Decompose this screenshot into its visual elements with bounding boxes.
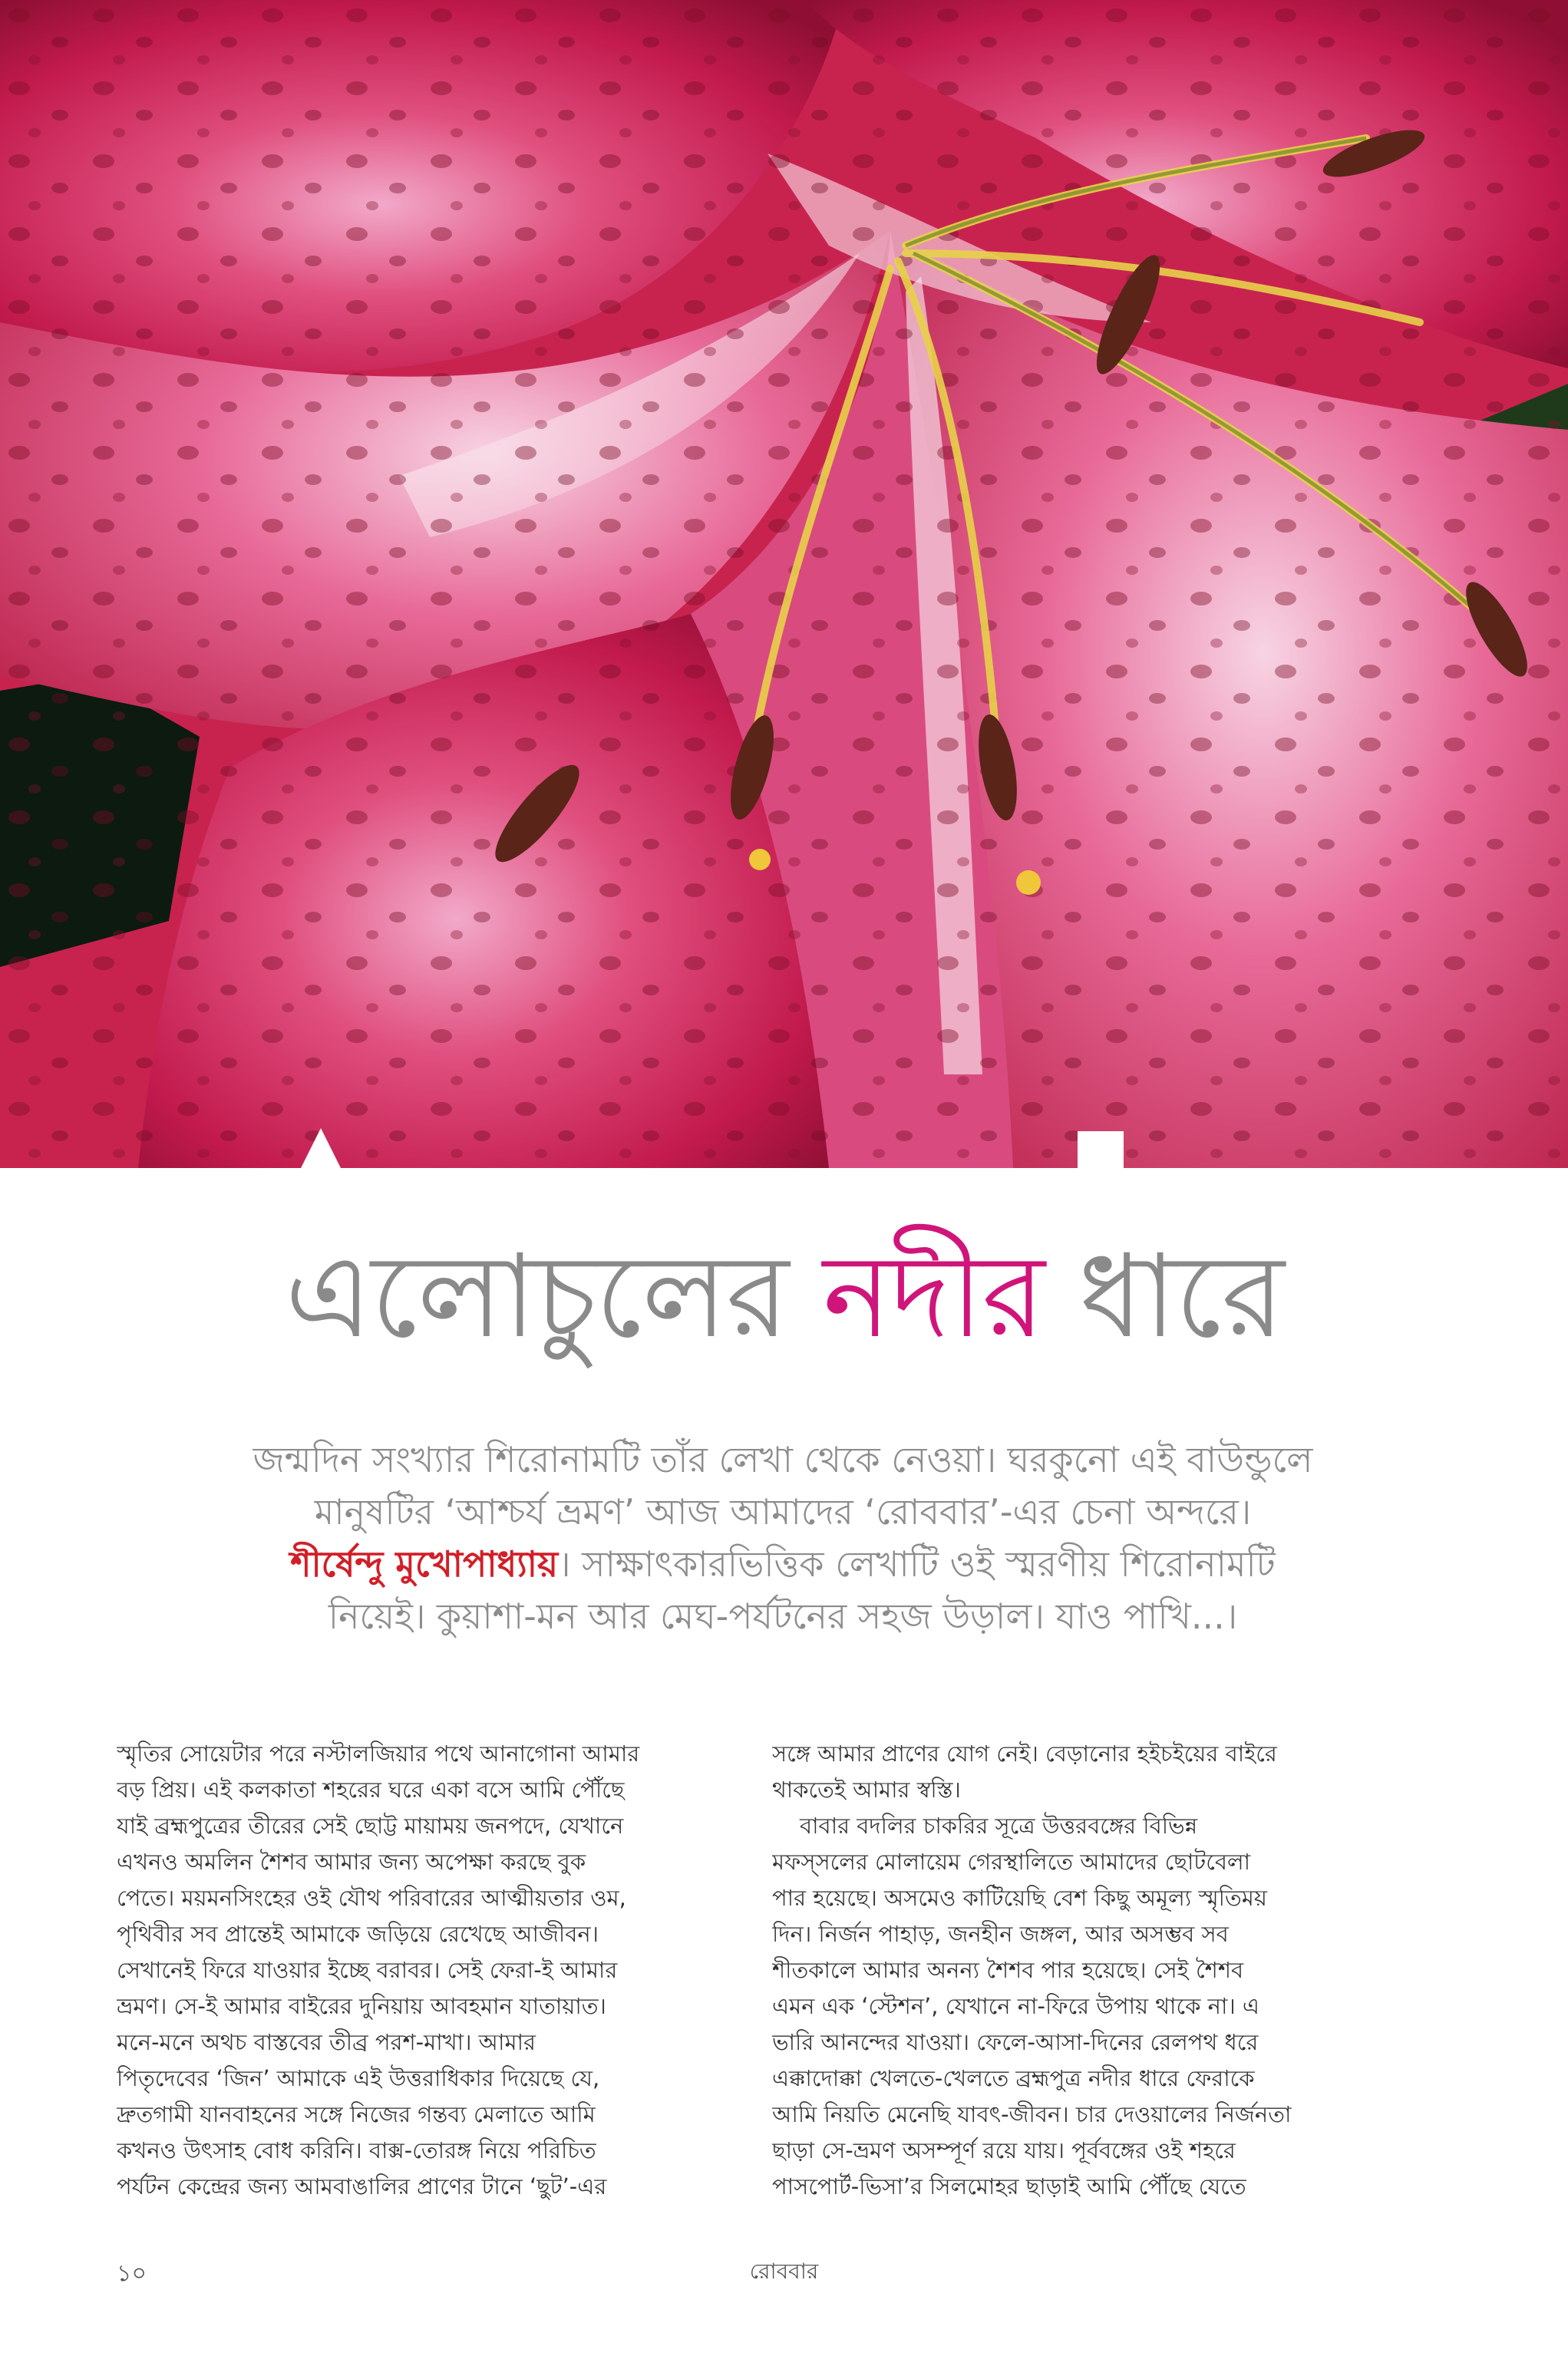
body-column-1 [117, 1736, 746, 2205]
image-notch-left [301, 1128, 341, 1168]
body-line: সঙ্গে আমার প্রাণের যোগ নেই। বেড়ানোর হইচইয়ের বাইরে [772, 1741, 1277, 1767]
body-line: শীতকালে আমার অনন্য শৈশব পার হয়েছে। সেই শৈশব [772, 1957, 1244, 1983]
body-line: দিন। নির্জন পাহাড়, জনহীন জঙ্গল, আর অসম্ভব সব [772, 1921, 1229, 1947]
article-title [0, 1228, 1568, 1366]
body-line: থাকতেই আমার স্বস্তি। [772, 1777, 961, 1803]
body-line: পর্যটন কেন্দ্রের জন্য আমবাঙালির প্রাণের টানে ‘ছুট’-এর [117, 2173, 607, 2199]
body-line: যাই ব্রহ্মপুত্রের তীরের সেই ছোট্ট মায়াময় জনপদে, যেখানে [117, 1813, 624, 1839]
body-line: ভারি আনন্দের যাওয়া। ফেলে-আসা-দিনের রেলপথ ধরে [772, 2029, 1259, 2055]
body-line: মফস্‌সলের মোলায়েম গেরস্থালিতে আমাদের ছোটবেলা [772, 1849, 1251, 1875]
body-line: মনে-মনে অথচ বাস্তবের তীব্র পরশ-মাখা। আমার [117, 2029, 536, 2055]
standfirst [107, 1434, 1458, 1642]
hero-image [0, 0, 1568, 1168]
body-line-paragraph-start: বাবার বদলির চাকরির সূত্রে উত্তরবঙ্গের বিভিন্ন [800, 1813, 1198, 1839]
body-line: পার হয়েছে। অসমেও কাটিয়েছি বেশ কিছু অমূল্য স্মৃতিময় [772, 1885, 1267, 1911]
body-line: কখনও উৎসাহ বোধ করিনি। বাক্স-তোরঙ্গ নিয়ে পরিচিত [117, 2137, 596, 2163]
body-line: ছাড়া সে-ভ্রমণ অসম্পূর্ণ রয়ে যায়। পূর্ববঙ্গের ওই শহরে [772, 2137, 1236, 2163]
standfirst-line-2: মানুষটির ‘আশ্চর্য ভ্রমণ’ আজ আমাদের ‘রোববার’-এর চেনা অন্দরে। [314, 1491, 1252, 1533]
title-accent-word: নদীর [823, 1230, 1044, 1364]
body-line: স্মৃতির সোয়েটার পরে নস্টালজিয়ার পথে আনাগোনা আমার [117, 1741, 640, 1767]
body-line: এক্কাদোক্কা খেলতে-খেলতে ব্রহ্মপুত্র নদীর ধারে ফেরাকে [772, 2065, 1255, 2091]
magazine-name: রোববার [749, 2259, 819, 2284]
title-part-3: ধারে [1078, 1230, 1283, 1364]
standfirst-line-3 [107, 1538, 1458, 1590]
body-column-2 [772, 1736, 1401, 2205]
image-notch-right [1078, 1131, 1124, 1168]
body-line: এখনও অমলিন শৈশব আমার জন্য অপেক্ষা করছে বুক [117, 1849, 586, 1875]
standfirst-line-3-rest: । সাক্ষাৎকারভিত্তিক লেখাটি ওই স্মরণীয় শিরোনামটি [558, 1543, 1276, 1585]
body-line: আমি নিয়তি মেনেছি যাবৎ-জীবন। চার দেওয়ালের নির্জনতা [772, 2101, 1292, 2127]
body-line: এমন এক ‘স্টেশন’, যেখানে না-ফিরে উপায় থাকে না। এ [772, 1993, 1259, 2019]
title-part-1: এলোচুলের [285, 1230, 788, 1364]
body-line: ভ্রমণ। সে-ই আমার বাইরের দুনিয়ায় আবহমান যাতায়াত। [117, 1993, 606, 2019]
lily-flower-illustration [0, 0, 1568, 1168]
body-line: পেতে। ময়মনসিংহের ওই যৌথ পরিবারের আত্মীয়তার ওম, [117, 1885, 626, 1911]
body-line: পাসপোর্ট-ভিসা’র সিলমোহর ছাড়াই আমি পৌঁছে যেতে [772, 2173, 1246, 2199]
body-line: পৃথিবীর সব প্রান্তেই আমাকে জড়িয়ে রেখেছে আজীবন। [117, 1921, 599, 1947]
body-line: সেখানেই ফিরে যাওয়ার ইচ্ছে বরাবর। সেই ফেরা-ই আমার [117, 1957, 618, 1983]
standfirst-line-1: জন্মদিন সংখ্যার শিরোনামটি তাঁর লেখা থেকে নেওয়া। ঘরকুনো এই বাউন্ডুলে [253, 1439, 1313, 1480]
body-line: দ্রুতগামী যানবাহনের সঙ্গে নিজের গন্তব্য মেলাতে আমি [117, 2101, 596, 2127]
author-name: শীর্ষেন্দু মুখোপাধ্যায় [290, 1543, 559, 1585]
body-line: পিতৃদেবের ‘জিন’ আমাকে এই উত্তরাধিকার দিয়েছে যে, [117, 2065, 600, 2091]
page-number: ১০ [117, 2260, 147, 2287]
body-line: বড় প্রিয়। এই কলকাতা শহরের ঘরে একা বসে আমি পৌঁছে [117, 1777, 625, 1803]
standfirst-line-4: নিয়েই। কুয়াশা-মন আর মেঘ-পর্যটনের সহজ উড়াল। যাও পাখি...। [328, 1595, 1238, 1637]
